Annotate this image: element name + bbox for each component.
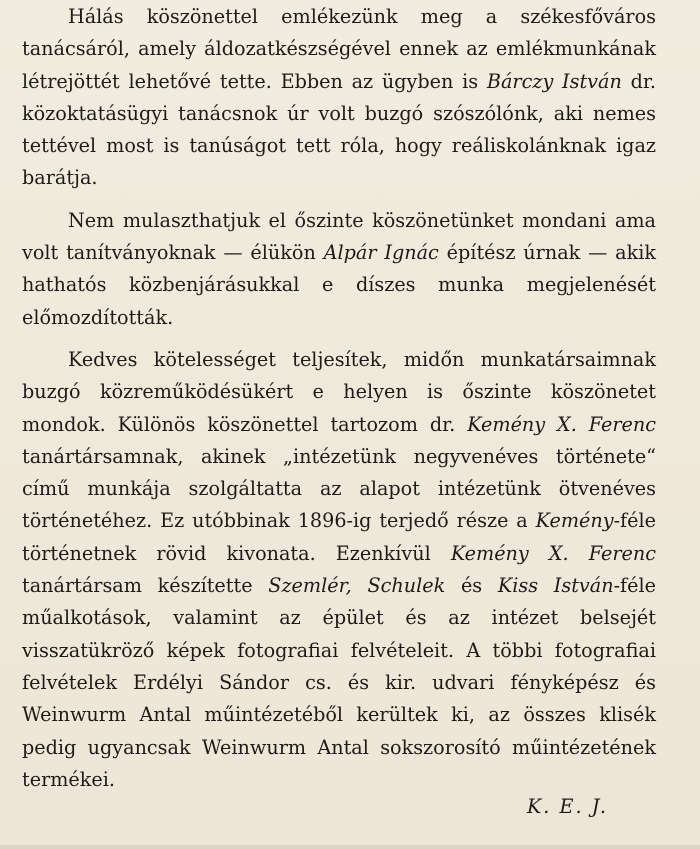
- paragraph-thanks-alumni: [22, 205, 656, 334]
- italic-name: Kiss István: [497, 574, 614, 598]
- body-text: [22, 1, 656, 806]
- page-bottom-edge: [0, 845, 700, 849]
- italic-name: Kemény X. Ferenc: [450, 541, 656, 565]
- italic-name: Alpár Ignác: [323, 241, 439, 265]
- text-run: Hálás köszönettel emlékezünk meg a székesfőváros tanácsáról, amely áldozatkészségével ennek az emlékmunkának létrejöttét lehetővé tette. Ebben az ügyben is: [22, 5, 656, 93]
- text-run: építész úrnak — akik hathatós közbenjárásukkal e díszes munka megjelenését előmozdították.: [22, 241, 656, 329]
- text-run: tanártársamnak, akinek „intézetünk negyvenéves története“ című munkája szolgáltatta az alapot intézetünk ötvenéves történetéhez. Ez utóbbinak 1896-ig terjedő része a: [22, 444, 656, 533]
- italic-name: Szemlér, Schulek: [268, 574, 446, 598]
- italic-name: Kemény X. Ferenc: [467, 412, 656, 436]
- text-run: dr. közoktatásügyi tanácsnok úr volt buzgó szószólónk, aki nemes tettével most is tanúságot tett róla, hogy reáliskolánknak igaz barátja.: [22, 69, 657, 190]
- text-run: tanártársam készítette: [22, 574, 269, 598]
- signature-initials: K. E. J.: [526, 795, 608, 818]
- italic-name: Kemény: [535, 509, 614, 533]
- paragraph-thanks-council: [22, 1, 656, 195]
- paragraph-thanks-colleagues: [22, 344, 656, 796]
- text-run: Kedves kötelességet teljesítek, midőn munkatársaimnak buzgó közreműködésükért e helyen is őszinte köszönetet mondok. Különös köszönettel tartozom dr.: [22, 347, 656, 436]
- text-run: és: [445, 574, 498, 598]
- italic-name: Bárczy István: [486, 69, 622, 93]
- text-run: -féle műalkotások, valamint az épület és az intézet belsejét visszatükröző képek fotografiai felvételeit. A többi fotografiai felvételek Erdélyi Sándor cs. és kir. udvari fényképész és Weinwurm Antal műintézetéből kerültek ki, az összes klisék pedig ugyancsak Weinwurm Antal sokszorosító műintézetének termékei.: [22, 574, 656, 791]
- text-run: Nem mulaszthatjuk el őszinte köszönetünket mondani ama volt tanítványoknak — élükön: [22, 208, 656, 265]
- text-run: -féle történetnek rövid kivonata. Ezenkívül: [22, 509, 656, 565]
